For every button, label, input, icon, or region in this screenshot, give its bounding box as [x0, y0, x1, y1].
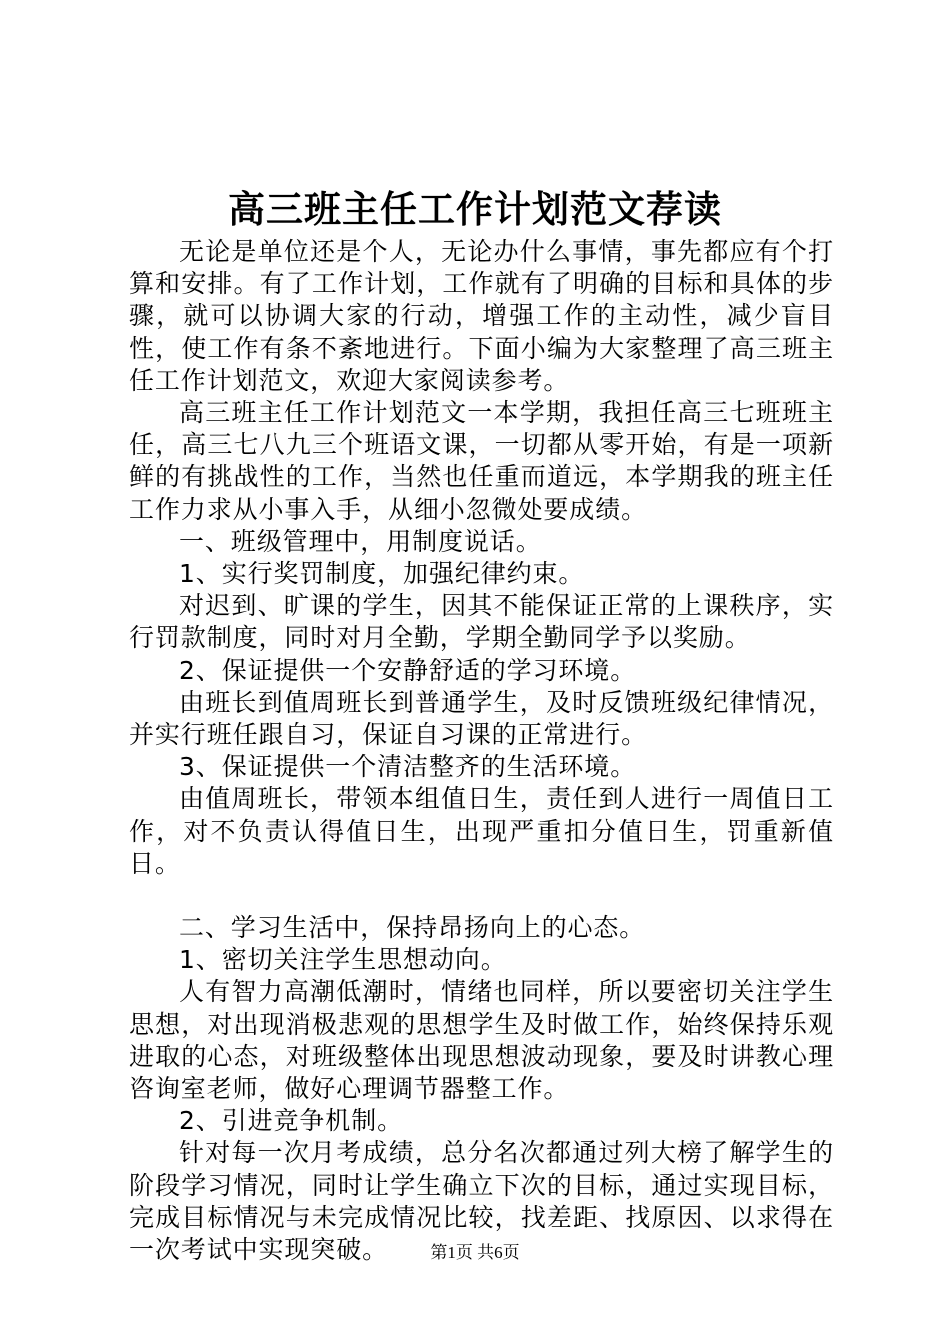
document-body [129, 236, 834, 1266]
body-paragraph-student-thoughts: 人有智力高潮低潮时，情绪也同样，所以要密切关注学生思想，对出现消极悲观的思想学生及时做工作，始终保持乐观进取的心态，对班级整体出现思想波动现象，要及时讲教心理咨询室老师，做好心理调节器整工作。 [129, 977, 834, 1104]
body-paragraph-competition: 针对每一次月考成绩，总分名次都通过列大榜了解学生的阶段学习情况，同时让学生确立下次的目标，通过实现目标，完成目标情况与未完成情况比较，找差距、找原因、以求得在一次考试中实现突破。 [129, 1138, 834, 1265]
item-heading-competition: 2、引进竞争机制。 [179, 1106, 404, 1136]
document-title: 高三班主任工作计划范文荐读 [228, 187, 722, 231]
body-paragraph-quiet-environment: 由班长到值周班长到普通学生，及时反馈班级纪律情况，并实行班任跟自习，保证自习课的正常进行。 [129, 687, 834, 750]
item-heading-student-thoughts: 1、密切关注学生思想动向。 [179, 945, 507, 975]
section-heading-study-life: 二、学习生活中，保持昂扬向上的心态。 [179, 913, 646, 943]
body-paragraph-clean-environment: 由值周班长，带领本组值日生，责任到人进行一周值日工作，对不负责认得值日生，出现严重扣分值日生，罚重新值日。 [129, 784, 834, 878]
intro-paragraph: 无论是单位还是个人，无论办什么事情，事先都应有个打算和安排。有了工作计划，工作就有了明确的目标和具体的步骤，就可以协调大家的行动，增强工作的主动性，减少盲目性，使工作有条不紊地进行。下面小编为大家整理了高三班主任工作计划范文，欢迎大家阅读参考。 [129, 237, 834, 395]
item-heading-quiet-environment: 2、保证提供一个安静舒适的学习环境。 [179, 655, 637, 685]
section-heading-class-management: 一、班级管理中，用制度说话。 [179, 526, 542, 556]
item-heading-reward-punishment: 1、实行奖罚制度，加强纪律约束。 [179, 559, 585, 589]
body-paragraph-reward-punishment: 对迟到、旷课的学生，因其不能保证正常的上课秩序，实行罚款制度，同时对月全勤，学期全勤同学予以奖励。 [129, 591, 834, 653]
plan-intro-paragraph: 高三班主任工作计划范文一本学期，我担任高三七班班主任，高三七八九三个班语文课，一切都从零开始，有是一项新鲜的有挑战性的工作，当然也任重而道远，本学期我的班主任工作力求从小事入手，从细小忽微处要成绩。 [129, 398, 834, 524]
item-heading-clean-environment: 3、保证提供一个清洁整齐的生活环境。 [179, 752, 637, 782]
paragraph-spacer [129, 880, 834, 912]
page-number: 第1页 共6页 [430, 1243, 520, 1262]
